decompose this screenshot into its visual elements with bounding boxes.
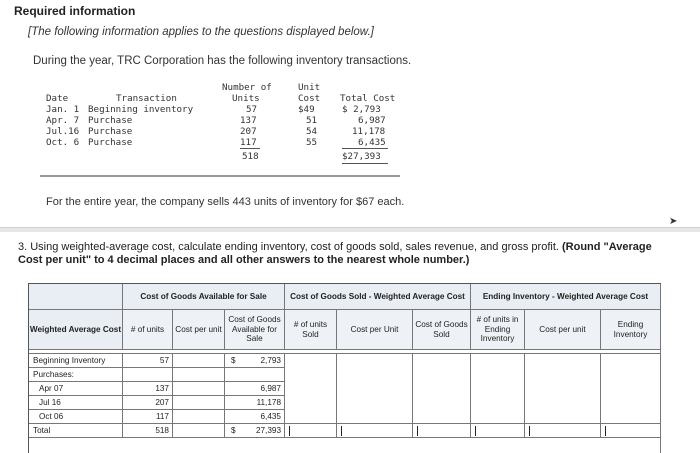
question-instruction: (Round "Average Cost per unit" to 4 decimal places and all other answers to the nearest whole number.) xyxy=(18,241,652,266)
text-caret xyxy=(475,426,476,436)
row-cost: 51 xyxy=(306,115,318,126)
question-3 xyxy=(18,241,678,267)
row-label: Jul 16 xyxy=(29,396,123,410)
units-cell: 207 xyxy=(123,396,173,410)
units-cell: 518 xyxy=(123,424,173,438)
row-tx: Purchase xyxy=(88,126,133,137)
row-total: $ 2,793 xyxy=(342,104,381,115)
intro-text: During the year, TRC Corporation has the following inventory transactions. xyxy=(33,55,412,67)
col-transaction: Transaction xyxy=(116,93,177,104)
row-label: Oct 06 xyxy=(29,410,123,424)
total-double-underline xyxy=(342,163,388,164)
row-cost: 55 xyxy=(306,137,318,148)
required-info-title: Required information xyxy=(14,4,136,18)
sold-cpu-input[interactable] xyxy=(337,424,413,438)
row-label: Total xyxy=(29,424,123,438)
total-cost: $27,393 xyxy=(342,151,381,162)
dollar-sign: $ xyxy=(231,425,236,435)
row-tx: Beginning inventory xyxy=(88,104,194,115)
row-label: Apr 07 xyxy=(29,382,123,396)
sells-text: For the entire year, the company sells 443 units of inventory for $67 each. xyxy=(46,196,405,208)
row-date: Jul.16 xyxy=(46,126,80,137)
row-date: Jan. 1 xyxy=(46,104,80,115)
cpu-cell xyxy=(173,396,225,410)
total-units: 518 xyxy=(242,151,259,162)
weighted-average-table xyxy=(28,283,661,453)
sold-cpu-area xyxy=(337,354,413,424)
units-cell xyxy=(123,368,173,382)
units-ending-input[interactable] xyxy=(471,424,525,438)
group-sold-header: Cost of Goods Sold - Weighted Average Cost xyxy=(285,284,471,310)
ending-inv-input[interactable] xyxy=(601,424,661,438)
inventory-transactions-table xyxy=(40,82,400,174)
row-units: 137 xyxy=(240,115,257,126)
units-sold-area xyxy=(285,354,337,424)
info-note: [The following information applies to the questions displayed below.] xyxy=(28,26,374,38)
col-date: Date xyxy=(46,93,69,104)
col-units-1: Number of xyxy=(222,82,272,93)
question-text: 3. Using weighted-average cost, calculate ending inventory, cost of goods sold, sales revenue, and gross profit. xyxy=(18,241,562,253)
units-cell: 137 xyxy=(123,382,173,396)
cogas-cell xyxy=(225,354,285,368)
total-underline xyxy=(342,148,388,149)
end-cpu-input[interactable] xyxy=(525,424,601,438)
cpu-cell xyxy=(173,368,225,382)
row-cost: $49 xyxy=(298,104,315,115)
row-label: Beginning Inventory xyxy=(29,354,123,368)
cogas-value: 27,393 xyxy=(255,425,281,435)
inventory-rule xyxy=(40,175,400,177)
row-tx: Purchase xyxy=(88,115,133,126)
cpu-cell xyxy=(173,410,225,424)
units-cell: 57 xyxy=(123,354,173,368)
row-label: Purchases: xyxy=(29,368,123,382)
cogs-input[interactable] xyxy=(413,424,471,438)
cpu-cell xyxy=(173,424,225,438)
col-end-cpu: Cost per unit xyxy=(525,310,601,350)
dollar-sign: $ xyxy=(231,355,236,365)
col-cogas: Cost of Goods Available for Sale xyxy=(225,310,285,350)
col-unitcost-2: Cost xyxy=(298,93,321,104)
text-caret xyxy=(417,426,418,436)
section-divider xyxy=(0,227,700,232)
units-sold-input[interactable] xyxy=(285,424,337,438)
col-cogs: Cost of Goods Sold xyxy=(413,310,471,350)
text-caret xyxy=(529,426,530,436)
cogas-cell: 11,178 xyxy=(225,396,285,410)
ending-inv-area xyxy=(601,354,661,424)
row-total: 6,987 xyxy=(358,115,386,126)
units-underline xyxy=(240,148,260,149)
end-cpu-area xyxy=(525,354,601,424)
text-caret xyxy=(341,426,342,436)
row-cost: 54 xyxy=(306,126,318,137)
group-ending-header: Ending Inventory - Weighted Average Cost xyxy=(471,284,661,310)
row-units: 117 xyxy=(240,137,257,148)
cpu-cell xyxy=(173,354,225,368)
col-total-cost: Total Cost xyxy=(340,93,396,104)
row-total: 11,178 xyxy=(352,126,386,137)
col-units-2: Units xyxy=(232,93,260,104)
cpu-cell xyxy=(173,382,225,396)
col-cost-per-unit: Cost per unit xyxy=(173,310,225,350)
col-units-ending: # of units in Ending Inventory xyxy=(471,310,525,350)
col-sold-cpu: Cost per Unit xyxy=(337,310,413,350)
row-date: Apr. 7 xyxy=(46,115,80,126)
col-ending-inv: Ending Inventory xyxy=(601,310,661,350)
col-units: # of units xyxy=(123,310,173,350)
cogas-cell xyxy=(225,424,285,438)
col-unitcost-1: Unit xyxy=(298,82,321,93)
cogas-cell: 6,987 xyxy=(225,382,285,396)
units-ending-area xyxy=(471,354,525,424)
row-header-label: Weighted Average Cost xyxy=(29,310,123,350)
text-caret xyxy=(289,426,290,436)
cogas-value: 2,793 xyxy=(260,355,281,365)
row-total: 6,435 xyxy=(358,137,386,148)
group-available-header: Cost of Goods Available for Sale xyxy=(123,284,285,310)
cogas-cell: 6,435 xyxy=(225,410,285,424)
cogas-cell xyxy=(225,368,285,382)
row-units: 207 xyxy=(240,126,257,137)
units-cell: 117 xyxy=(123,410,173,424)
col-units-sold: # of units Sold xyxy=(285,310,337,350)
bottom-strip xyxy=(29,438,661,453)
cogs-area xyxy=(413,354,471,424)
row-units: 57 xyxy=(246,104,258,115)
row-tx: Purchase xyxy=(88,137,133,148)
row-date: Oct. 6 xyxy=(46,137,80,148)
cursor-arrow-icon: ➤ xyxy=(669,216,678,227)
text-caret xyxy=(605,426,606,436)
corner-blank xyxy=(29,284,123,310)
